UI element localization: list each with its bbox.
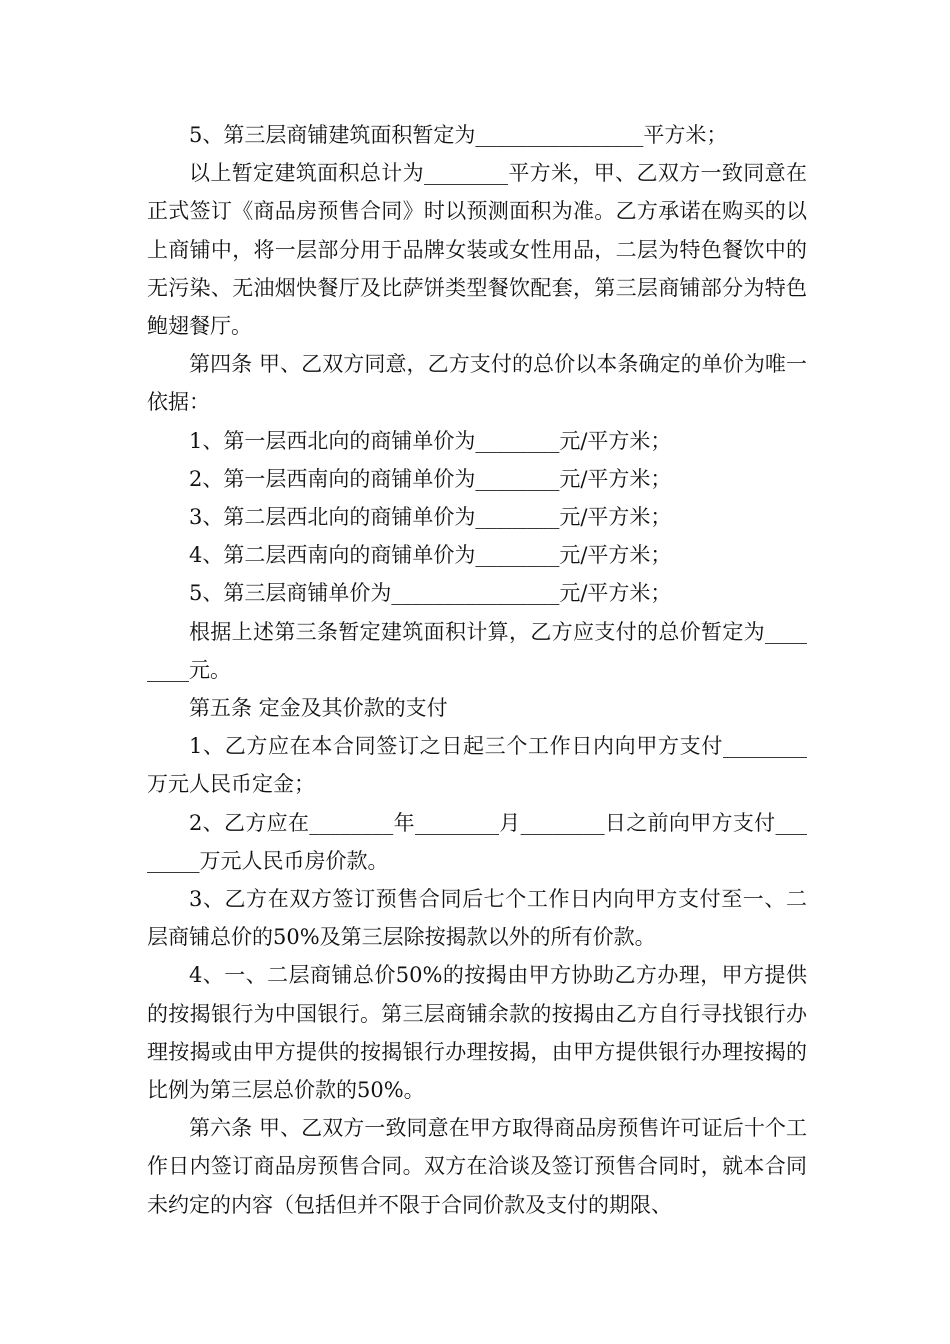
paragraph-floor3-area: 5、第三层商铺建筑面积暂定为________________平方米； (189, 123, 728, 147)
document-body (147, 116, 807, 1224)
paragraph-article-4: 第四条 甲、乙双方同意，乙方支付的总价以本条确定的单价为唯一依据： (147, 352, 807, 415)
paragraph-price-5: 5、第三层商铺单价为________________元/平方米； (189, 581, 672, 606)
paragraph-total-area: 以上暂定建筑面积总计为________平方米，甲、乙双方一致同意在正式签订《商品房预售合同》时以预测面积为准。乙方承诺在购买的以上商铺中，将一层部分用于品牌女装或女性用品，二层为特色餐饮中的无污染、无油烟快餐厅及比萨饼类型餐饮配套，第三层商铺部分为特色鲍翅餐厅。 (147, 161, 807, 339)
paragraph-payment-1: 1、乙方应在本合同签订之日起三个工作日内向甲方支付________万元人民币定金； (147, 734, 807, 797)
paragraph-article-6: 第六条 甲、乙双方一致同意在甲方取得商品房预售许可证后十个工作日内签订商品房预售合同。双方在洽谈及签订预售合同时，就本合同未约定的内容（包括但并不限于合同价款及支付的期限、 (147, 1116, 807, 1217)
paragraph-total-price: 根据上述第三条暂定建筑面积计算，乙方应支付的总价暂定为________元。 (147, 619, 807, 682)
paragraph-price-2: 2、第一层西南向的商铺单价为________元/平方米； (189, 466, 672, 491)
paragraph-payment-4: 4、一、二层商铺总价50%的按揭由甲方协助乙方办理，甲方提供的按揭银行为中国银行。第三层商铺余款的按揭由乙方自行寻找银行办理按揭或由甲方提供的按揭银行办理按揭，由甲方提供银行办理按揭的比例为第三层总价款的50%。 (147, 963, 807, 1103)
paragraph-price-3: 3、第二层西北向的商铺单价为________元/平方米； (189, 505, 672, 530)
paragraph-payment-3: 3、乙方在双方签订预售合同后七个工作日内向甲方支付至一、二层商铺总价的50%及第三层除按揭款以外的所有价款。 (147, 887, 807, 950)
paragraph-article-5: 第五条 定金及其价款的支付 (189, 696, 448, 721)
paragraph-payment-2: 2、乙方应在________年________月________日之前向甲方支付________万元人民币房价款。 (147, 810, 807, 873)
paragraph-price-4: 4、第二层西南向的商铺单价为________元/平方米； (189, 543, 672, 568)
paragraph-price-1: 1、第一层西北向的商铺单价为________元/平方米； (189, 428, 672, 453)
